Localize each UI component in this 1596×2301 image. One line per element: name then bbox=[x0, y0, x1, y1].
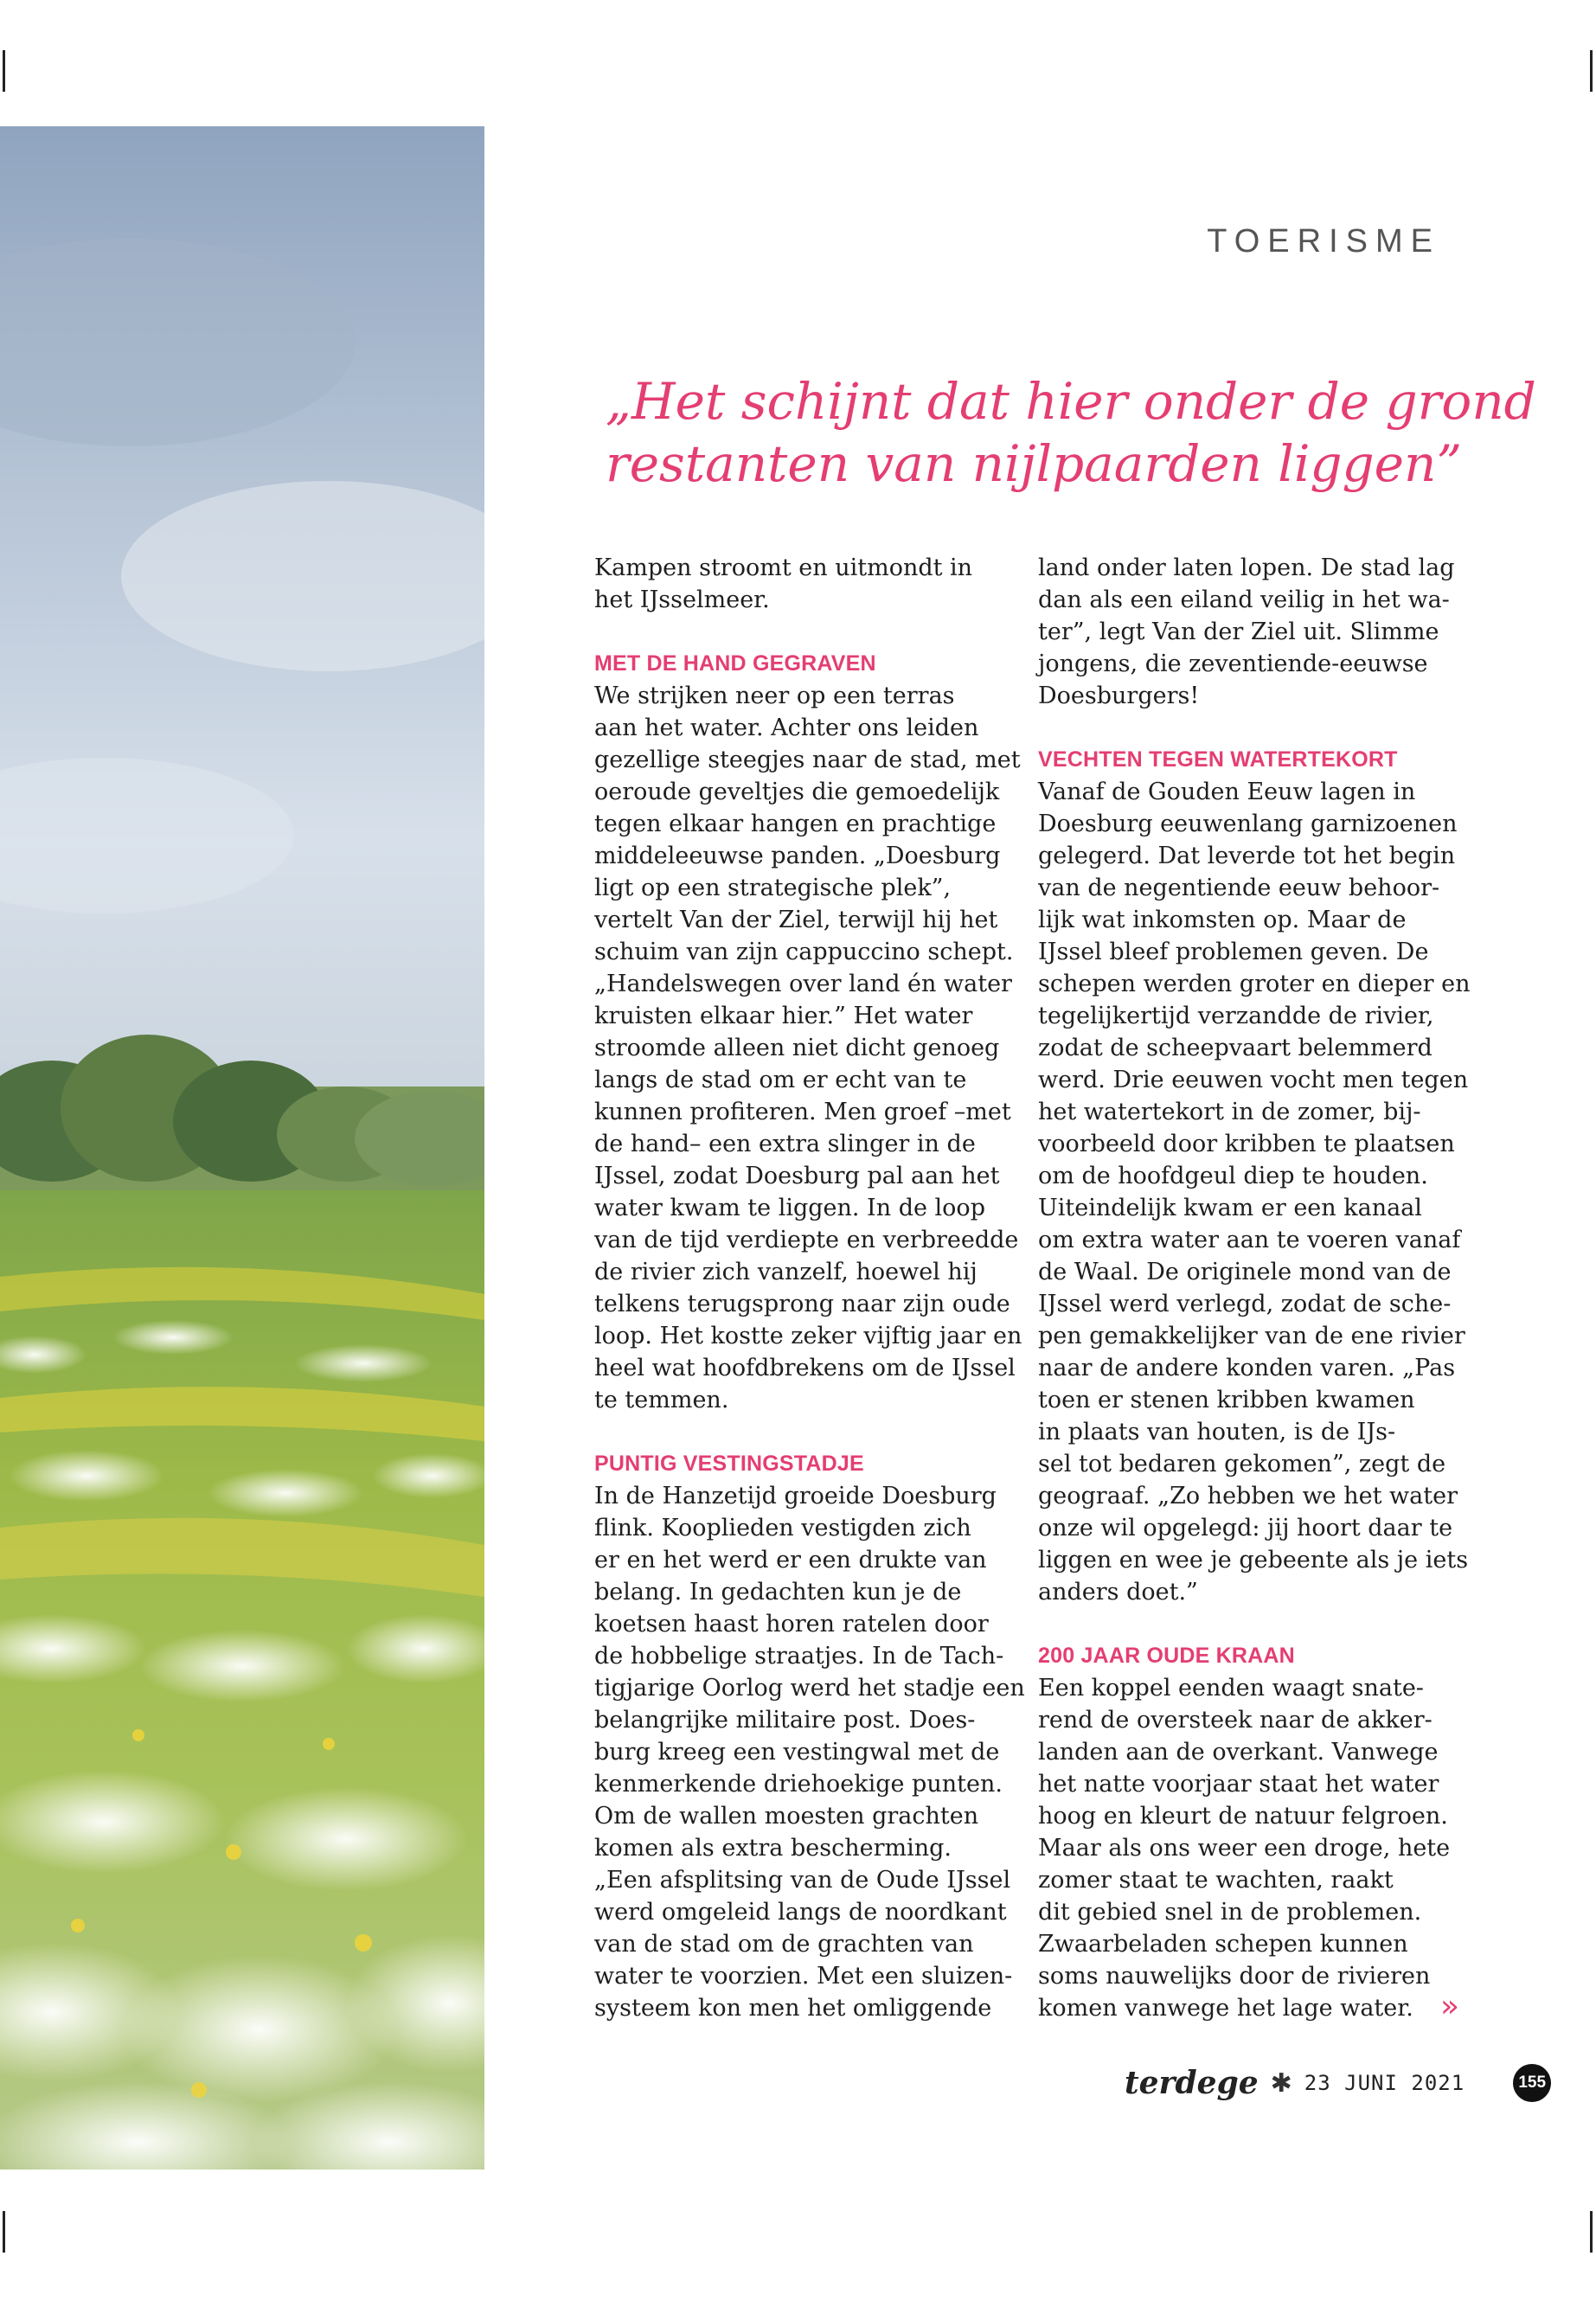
crop-mark-top-left bbox=[3, 50, 5, 92]
text-line: schuim van zijn cappuccino schept. bbox=[594, 939, 1014, 965]
page-number: 155 bbox=[1513, 2064, 1551, 2102]
text-line: „Een afsplitsing van de Oude IJssel bbox=[594, 1867, 1011, 1894]
text-line: ter”, legt Van der Ziel uit. Slimme bbox=[1038, 619, 1439, 645]
text-line: tegelijkertijd verzandde de rivier, bbox=[1038, 1003, 1434, 1029]
subheading: 200 JAAR OUDE KRAAN bbox=[1038, 1644, 1295, 1668]
text-line: soms nauwelijks door de rivieren bbox=[1038, 1963, 1431, 1990]
text-line: van de stad om de grachten van bbox=[594, 1931, 974, 1958]
text-line: anders doet.” bbox=[1038, 1579, 1198, 1606]
text-line: stroomde alleen niet dicht genoeg bbox=[594, 1035, 1000, 1061]
paragraph bbox=[594, 680, 1022, 1416]
text-line: werd. Drie eeuwen vocht men tegen bbox=[1038, 1067, 1469, 1093]
text-line: belang. In gedachten kun je de bbox=[594, 1579, 962, 1606]
text-line: geograaf. „Zo hebben we het water bbox=[1038, 1483, 1458, 1509]
text-line: hoog en kleurt de natuur felgroen. bbox=[1038, 1803, 1448, 1830]
text-line: flink. Kooplieden vestigden zich bbox=[594, 1515, 971, 1541]
text-line: in plaats van houten, is de IJs- bbox=[1038, 1419, 1396, 1445]
text-line: lijk wat inkomsten op. Maar de bbox=[1038, 907, 1407, 933]
text-line: er en het werd er een drukte van bbox=[594, 1547, 987, 1574]
text-line: te temmen. bbox=[594, 1387, 729, 1413]
text-line: „Handelswegen over land én water bbox=[594, 971, 1012, 997]
text-line: belangrijke militaire post. Does- bbox=[594, 1707, 976, 1734]
text-line: Maar als ons weer een droge, hete bbox=[1038, 1835, 1451, 1862]
text-line: jongens, die zeventiende-eeuwse bbox=[1038, 651, 1428, 677]
text-line: Een koppel eenden waagt snate- bbox=[1038, 1675, 1424, 1702]
paragraph bbox=[1038, 1672, 1451, 2024]
text-line: kruisten elkaar hier.” Het water bbox=[594, 1003, 973, 1029]
text-line: de rivier zich vanzelf, hoewel hij bbox=[594, 1259, 977, 1285]
pull-quote-line: restanten van nijlpaarden liggen” bbox=[606, 434, 1462, 493]
text-line: toen er stenen kribben kwamen bbox=[1038, 1387, 1415, 1413]
continue-arrow-icon: » bbox=[1440, 1989, 1460, 2024]
text-line: ligt op een strategische plek”, bbox=[594, 875, 952, 901]
crop-mark-bottom-right bbox=[1590, 2211, 1593, 2253]
text-line: heel wat hoofdbrekens om de IJssel bbox=[594, 1355, 1016, 1381]
text-line: naar de andere konden varen. „Pas bbox=[1038, 1355, 1456, 1381]
text-line: water kwam te liggen. In de loop bbox=[594, 1195, 985, 1221]
text-line: vertelt Van der Ziel, terwijl hij het bbox=[594, 907, 998, 933]
section-label: TOERISME bbox=[1207, 223, 1440, 260]
article-column-1 bbox=[594, 552, 1025, 2024]
page-footer bbox=[1125, 2057, 1551, 2109]
text-line: het natte voorjaar staat het water bbox=[1038, 1771, 1439, 1798]
subheading: PUNTIG VESTINGSTADJE bbox=[594, 1452, 864, 1476]
text-line: dan als een eiland veilig in het wa- bbox=[1038, 586, 1450, 613]
text-line: zomer staat te wachten, raakt bbox=[1038, 1867, 1394, 1894]
text-line: werd omgeleid langs de noordkant bbox=[594, 1899, 1007, 1926]
pull-quote-line: „Het schijnt dat hier onder de grond bbox=[606, 372, 1536, 431]
text-line: Kampen stroomt en uitmondt in bbox=[594, 554, 973, 581]
text-line: tigjarige Oorlog werd het stadje een bbox=[594, 1675, 1025, 1702]
text-line: Doesburg eeuwenlang garnizoenen bbox=[1038, 811, 1458, 837]
text-line: onze wil opgelegd: jij hoort daar te bbox=[1038, 1515, 1453, 1541]
paragraph bbox=[594, 552, 1001, 616]
text-line: van de tijd verdiepte en verbreedde bbox=[594, 1227, 1019, 1253]
text-line: liggen en wee je gebeente als je iets bbox=[1038, 1547, 1469, 1574]
text-line: zodat de scheepvaart belemmerd bbox=[1038, 1035, 1433, 1061]
text-line: land onder laten lopen. De stad lag bbox=[1038, 554, 1455, 581]
text-line: gelegerd. Dat leverde tot het begin bbox=[1038, 843, 1456, 869]
text-line: dit gebied snel in de problemen. bbox=[1038, 1899, 1422, 1926]
text-line: We strijken neer op een terras bbox=[594, 683, 955, 709]
text-line: om de hoofdgeul diep te houden. bbox=[1038, 1163, 1428, 1189]
text-line: om extra water aan te voeren vanaf bbox=[1038, 1227, 1461, 1253]
text-line: Om de wallen moesten grachten bbox=[594, 1803, 979, 1830]
text-line: kenmerkende driehoekige punten. bbox=[594, 1771, 1003, 1798]
text-line: middeleeuwse panden. „Doesburg bbox=[594, 843, 1001, 869]
text-line: de hobbelige straatjes. In de Tach- bbox=[594, 1643, 1004, 1670]
crop-mark-top-right bbox=[1590, 50, 1593, 92]
crop-mark-bottom-left bbox=[3, 2211, 5, 2253]
text-line: telkens terugsprong naar zijn oude bbox=[594, 1291, 1010, 1317]
paragraph bbox=[1038, 552, 1455, 712]
text-line: loop. Het kostte zeker vijftig jaar en bbox=[594, 1323, 1022, 1349]
text-line: Vanaf de Gouden Eeuw lagen in bbox=[1038, 779, 1416, 805]
text-line: komen vanwege het lage water. bbox=[1038, 1995, 1413, 2022]
text-line: sel tot bedaren gekomen”, zegt de bbox=[1038, 1451, 1446, 1477]
subheading: MET DE HAND GEGRAVEN bbox=[594, 651, 876, 676]
text-line: de hand– een extra slinger in de bbox=[594, 1131, 976, 1157]
paragraph bbox=[594, 1480, 1025, 2024]
landscape-photo bbox=[0, 126, 484, 2170]
text-line: het IJsselmeer. bbox=[594, 586, 770, 613]
text-line: rend de oversteek naar de akker- bbox=[1038, 1707, 1433, 1734]
text-line: oeroude geveltjes die gemoedelijk bbox=[594, 779, 1000, 805]
text-line: In de Hanzetijd groeide Doesburg bbox=[594, 1483, 997, 1509]
text-line: systeem kon men het omliggende bbox=[594, 1995, 992, 2022]
text-line: pen gemakkelijker van de ene rivier bbox=[1038, 1323, 1465, 1349]
text-line: gezellige steegjes naar de stad, met bbox=[594, 747, 1021, 773]
text-line: aan het water. Achter ons leiden bbox=[594, 715, 979, 741]
text-line: Doesburgers! bbox=[1038, 683, 1200, 709]
text-line: van de negentiende eeuw behoor- bbox=[1038, 875, 1440, 901]
text-line: IJssel bleef problemen geven. De bbox=[1038, 939, 1429, 965]
text-line: landen aan de overkant. Vanwege bbox=[1038, 1739, 1439, 1766]
text-line: de Waal. De originele mond van de bbox=[1038, 1259, 1452, 1285]
text-line: IJssel, zodat Doesburg pal aan het bbox=[594, 1163, 1000, 1189]
text-line: kunnen profiteren. Men groef –met bbox=[594, 1099, 1011, 1125]
text-line: langs de stad om er echt van te bbox=[594, 1067, 967, 1093]
text-line: koetsen haast horen ratelen door bbox=[594, 1611, 989, 1638]
text-line: burg kreeg een vestingwal met de bbox=[594, 1739, 1000, 1766]
text-line: komen als extra bescherming. bbox=[594, 1835, 952, 1862]
asterisk-icon: ✱ bbox=[1270, 2067, 1292, 2099]
issue-date: 23 JUNI 2021 bbox=[1304, 2071, 1465, 2095]
magazine-logo: terdege bbox=[1125, 2065, 1259, 2101]
article-column-2 bbox=[1038, 552, 1471, 2024]
text-line: voorbeeld door kribben te plaatsen bbox=[1038, 1131, 1455, 1157]
text-line: schepen werden groter en dieper en bbox=[1038, 971, 1471, 997]
text-line: water te voorzien. Met een sluizen- bbox=[594, 1963, 1013, 1990]
paragraph bbox=[1038, 776, 1471, 1608]
pull-quote bbox=[606, 370, 1536, 495]
text-line: IJssel werd verlegd, zodat de sche- bbox=[1038, 1291, 1452, 1317]
text-line: Zwaarbeladen schepen kunnen bbox=[1038, 1931, 1408, 1958]
subheading: VECHTEN TEGEN WATERTEKORT bbox=[1038, 747, 1398, 772]
text-line: tegen elkaar hangen en prachtige bbox=[594, 811, 997, 837]
text-line: Uiteindelijk kwam er een kanaal bbox=[1038, 1195, 1422, 1221]
text-line: het watertekort in de zomer, bij- bbox=[1038, 1099, 1421, 1125]
